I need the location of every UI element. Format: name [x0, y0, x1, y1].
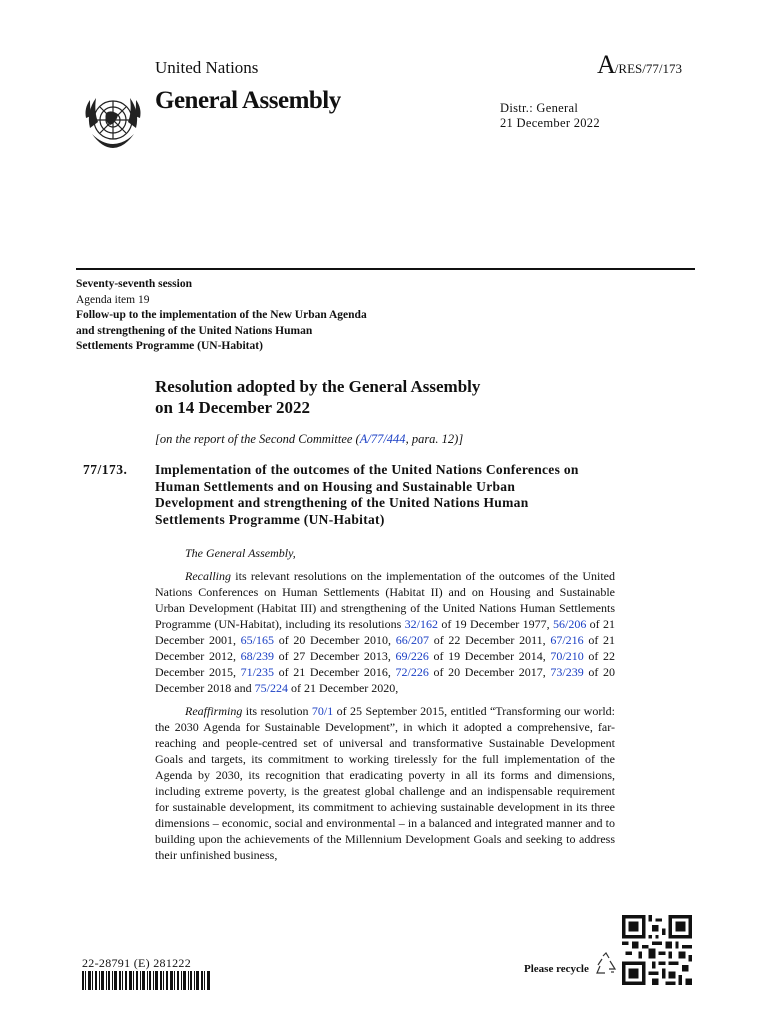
report-prefix: [on the report of the Second Committee ( [155, 432, 360, 446]
resolution-number: 77/173. [83, 462, 128, 477]
agenda-item: Agenda item 19 [76, 293, 150, 306]
distribution-info [500, 101, 600, 131]
paragraph-text: of 22 December 2015, [155, 649, 616, 679]
page-title: General Assembly [155, 87, 341, 114]
session-title: Seventy-seventh session [76, 278, 192, 290]
paragraph-text: of 22 December 2011, [429, 633, 551, 647]
resolution-link[interactable]: 67/216 [550, 633, 584, 647]
paragraph-text: of 21 December 2020, [287, 681, 399, 695]
resolution-link[interactable]: 70/1 [311, 704, 334, 718]
resolution-heading-line: Resolution adopted by the General Assembly [155, 377, 481, 396]
document-symbol [597, 50, 682, 80]
preamble-paragraph [155, 568, 615, 696]
resolution-link[interactable]: 73/239 [550, 665, 584, 679]
report-reference [155, 432, 463, 447]
paragraph-lead: Reaffirming [185, 704, 243, 718]
symbol-letter: A [597, 50, 615, 79]
symbol-code: /RES/77/173 [614, 61, 682, 76]
resolution-body [155, 545, 615, 870]
resolution-link[interactable]: 66/207 [395, 633, 430, 647]
report-suffix: , para. 12)] [405, 432, 464, 446]
opening-line [155, 545, 615, 561]
paragraph-text: of 19 December 1977, [438, 617, 553, 631]
resolution-title: Implementation of the outcomes of the United Nations Conferences on Human Settlements and on Housing and Sustainable Urban Development and strengthening of the United Nations Human Settlements Programme (UN-Habitat) [155, 462, 579, 527]
paragraph-text: of 20 December 2018 and [155, 665, 616, 695]
issue-date: 21 December 2022 [500, 116, 600, 130]
paragraph-text: of 25 September 2015, entitled “Transforming our world: the 2030 Agenda for Sustainable Development”, in which it adopted a comprehensive, far-reaching and people-centred set of universal and transformative Sustainable Development Goals and targets, its commitment to working tirelessly for the full implementation of the Agenda by 2030, its recognition that eradicating poverty in all its forms and dimensions, including extreme poverty, is the greatest global challenge and an indispensable requirement for sustainable development, its commitment to achieving sustainable development in its three dimensions – economic, social and environmental – in a balanced and integrated manner and to building upon the achievements of the Millennium Development Goals and seeking to address their unfinished business, [155, 704, 615, 862]
resolution-link[interactable]: 65/165 [240, 633, 275, 647]
recycle-note: Please recycle [524, 963, 589, 975]
agenda-title-line: Settlements Programme (UN-Habitat) [76, 340, 263, 352]
resolution-link[interactable]: 71/235 [240, 665, 274, 679]
header-divider [76, 268, 695, 270]
paragraph-text: of 21 December 2001, [155, 617, 615, 647]
organization-name: United Nations [155, 58, 259, 77]
resolution-heading-line: on 14 December 2022 [155, 398, 311, 417]
document-code: 22-28791 (E) 281222 [82, 956, 192, 970]
paragraph-text: of 19 December 2014, [428, 649, 551, 663]
session-block [76, 277, 367, 355]
resolution-link[interactable]: 68/239 [240, 649, 274, 663]
resolution-link[interactable]: 72/226 [395, 665, 429, 679]
opening-text: The General Assembly, [185, 546, 296, 560]
recycle-icon [595, 952, 617, 976]
barcode-icon [82, 971, 210, 990]
paragraph-text: its resolution [242, 704, 312, 718]
resolution-link[interactable]: 70/210 [550, 649, 584, 663]
paragraph-text: of 20 December 2010, [274, 633, 396, 647]
resolution-link[interactable]: 32/162 [404, 617, 438, 631]
resolution-link[interactable]: 69/226 [395, 649, 429, 663]
agenda-title-line: Follow-up to the implementation of the New Urban Agenda [76, 309, 367, 321]
qr-code-icon [622, 915, 692, 985]
resolution-link[interactable]: 56/206 [552, 617, 587, 631]
preamble-paragraph [155, 703, 615, 863]
agenda-title-line: and strengthening of the United Nations Human [76, 324, 313, 337]
paragraph-text: of 27 December 2013, [273, 649, 396, 663]
paragraph-text: of 20 December 2017, [428, 665, 551, 679]
paragraph-text: of 21 December 2012, [155, 633, 616, 663]
distribution-label: Distr.: General [500, 101, 579, 115]
resolution-heading [155, 376, 480, 418]
report-link[interactable]: A/77/444 [359, 432, 406, 446]
paragraph-lead: Recalling [185, 569, 231, 583]
un-emblem-icon [78, 88, 148, 158]
resolution-link[interactable]: 75/224 [254, 681, 288, 695]
paragraph-text: of 21 December 2016, [273, 665, 396, 679]
paragraph-text: its relevant resolutions on the implementation of the outcomes of the United Nations Conferences on Human Settlements (Habitat II) and on Housing and Sustainable Urban Development (Habitat III) and strengthening of the United Nations Human Settlements Programme (UN-Habitat), including its resolutions [155, 569, 615, 631]
